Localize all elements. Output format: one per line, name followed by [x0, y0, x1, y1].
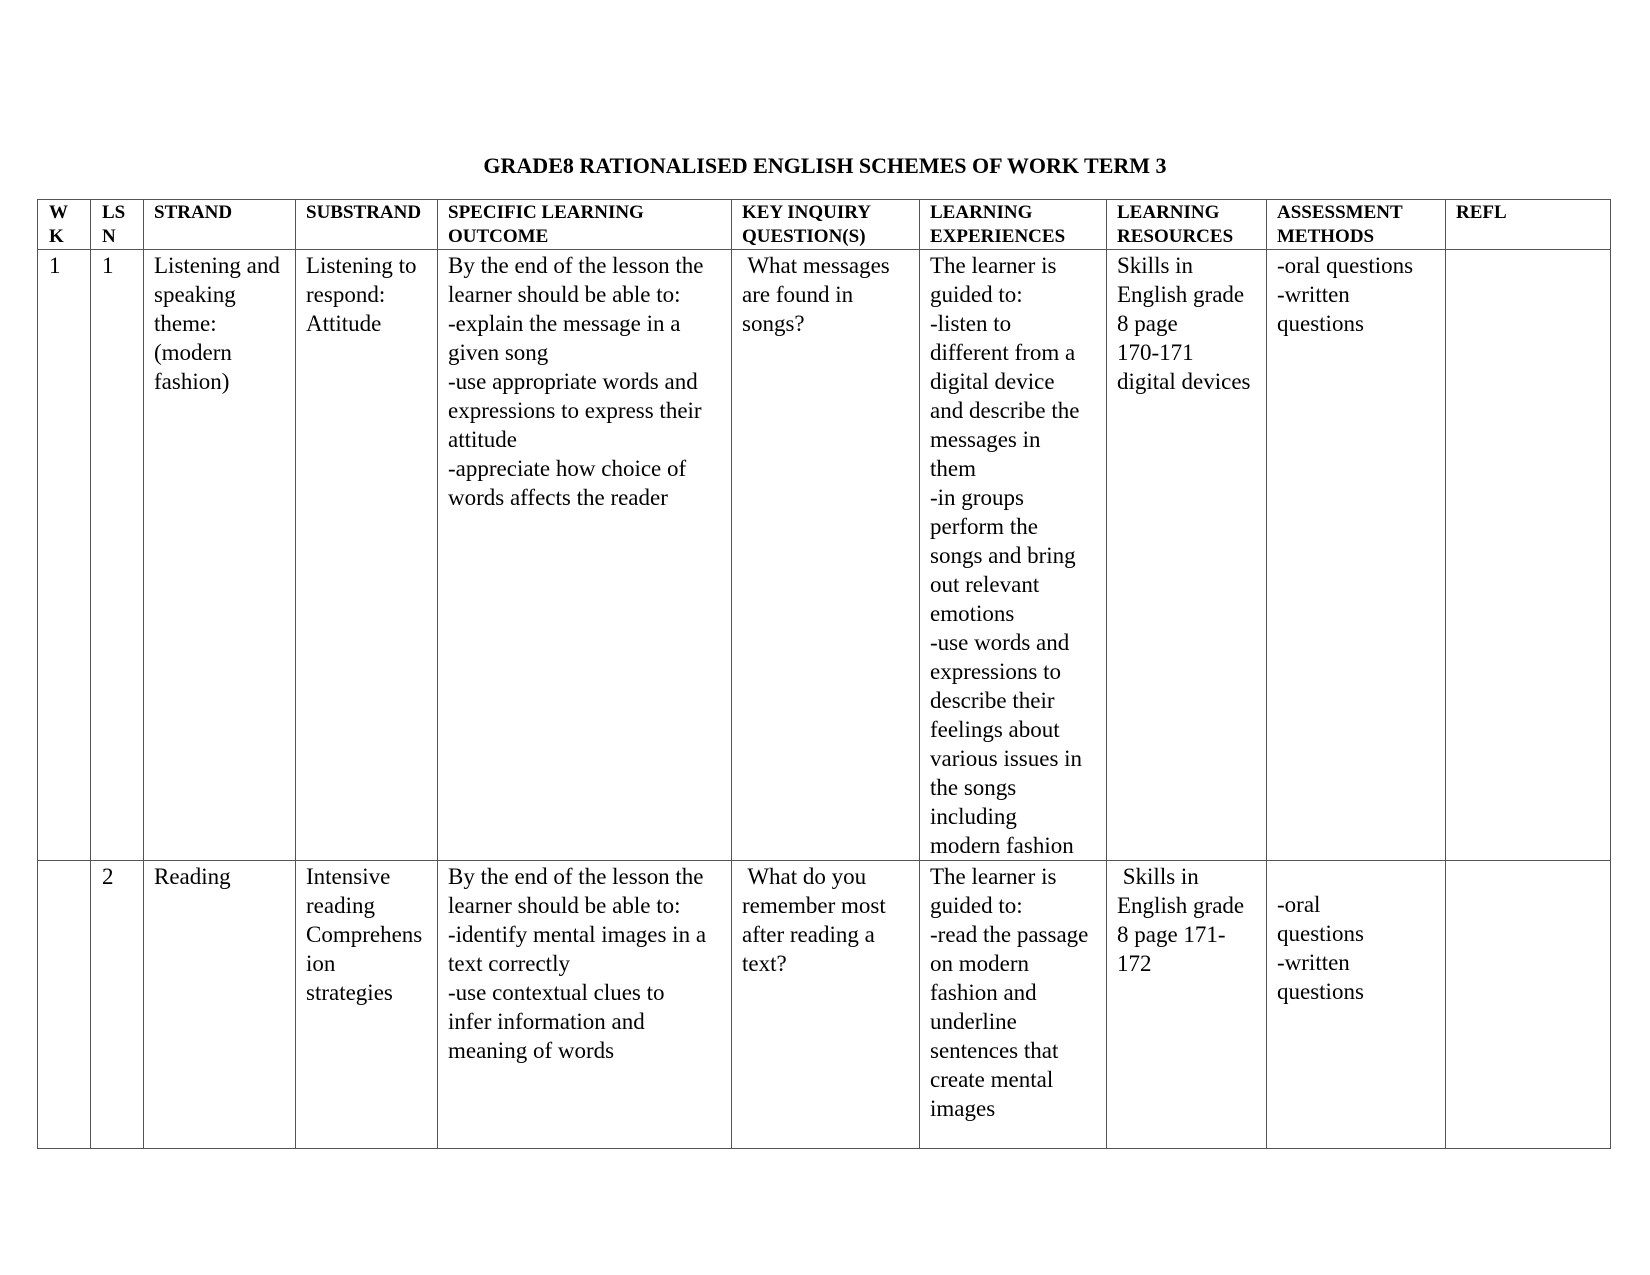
cell-assessment: -oral questions -written questions [1267, 250, 1446, 861]
cell-experiences: The learner is guided to: -read the passage on modern fashion and underline sentences that create mental images [920, 861, 1107, 1149]
cell-inquiry: What do you remember most after reading a text? [732, 861, 920, 1149]
cell-wk [38, 861, 91, 1149]
header-row [38, 200, 1611, 250]
header-wk: W K [38, 200, 91, 250]
cell-outcome: By the end of the lesson the learner should be able to: -identify mental images in a text correctly -use contextual clues to infer information and meaning of words [438, 861, 732, 1149]
cell-outcome: By the end of the lesson the learner should be able to: -explain the message in a given song -use appropriate words and expressions to express their attitude -appreciate how choice of words affects the reader [438, 250, 732, 861]
cell-refl [1446, 861, 1611, 1149]
document-title: GRADE8 RATIONALISED ENGLISH SCHEMES OF WORK TERM 3 [483, 153, 1167, 178]
header-experiences: LEARNING EXPERIENCES [920, 200, 1107, 250]
header-lsn: LS N [91, 200, 144, 250]
cell-strand: Reading [144, 861, 296, 1149]
header-refl: REFL [1446, 200, 1611, 250]
header-substrand: SUBSTRAND [296, 200, 438, 250]
header-outcome: SPECIFIC LEARNING OUTCOME [438, 200, 732, 250]
table-row [38, 861, 1611, 1149]
header-strand: STRAND [144, 200, 296, 250]
cell-substrand: Intensive reading Comprehens ion strategies [296, 861, 438, 1149]
cell-refl [1446, 250, 1611, 861]
cell-experiences: The learner is guided to: -listen to different from a digital device and describe the messages in them -in groups perform the songs and bring out relevant emotions -use words and expressions to describe their feelings about various issues in the songs including modern fashion [920, 250, 1107, 861]
cell-wk: 1 [38, 250, 91, 861]
cell-lsn: 2 [91, 861, 144, 1149]
header-resources: LEARNING RESOURCES [1107, 200, 1267, 250]
cell-strand: Listening and speaking theme: (modern fashion) [144, 250, 296, 861]
scheme-table [37, 199, 1611, 1149]
cell-assessment: -oral questions -written questions [1267, 861, 1446, 1149]
header-inquiry: KEY INQUIRY QUESTION(S) [732, 200, 920, 250]
cell-inquiry: What messages are found in songs? [732, 250, 920, 861]
cell-substrand: Listening to respond: Attitude [296, 250, 438, 861]
table-row [38, 250, 1611, 861]
cell-resources: Skills in English grade 8 page 171- 172 [1107, 861, 1267, 1149]
cell-resources: Skills in English grade 8 page 170-171 digital devices [1107, 250, 1267, 861]
header-assessment: ASSESSMENT METHODS [1267, 200, 1446, 250]
cell-lsn: 1 [91, 250, 144, 861]
